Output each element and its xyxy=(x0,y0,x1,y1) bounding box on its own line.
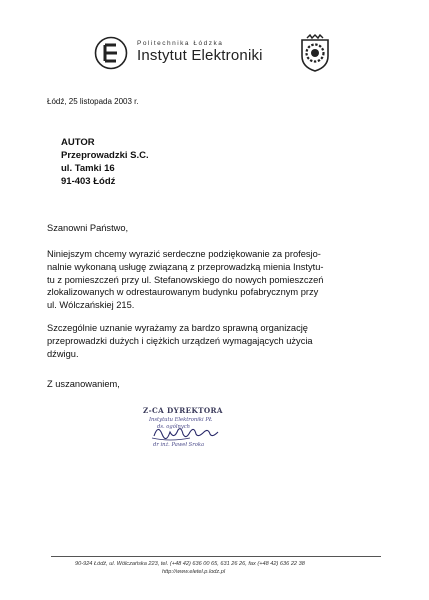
institute-name: Instytut Elektroniki xyxy=(137,47,263,64)
paragraph-2 xyxy=(47,322,407,360)
stamp-line: Instytutu Elektroniki PŁ xyxy=(149,417,213,423)
recipient-line: 91-403 Łódź xyxy=(61,176,116,187)
footer-address: 90-924 Łódź, ul. Wólczańska 223, tel. (+48 42) 636 00 65, 631 26 26, fax (+48 42) 636 22 38 xyxy=(75,561,305,567)
paragraph-line: Szczególnie uznanie wyrażamy za bardzo sprawną organizację xyxy=(47,323,308,333)
paragraph-line: tu z pomieszczeń przy ul. Stefanowskiego do nowych pomieszczeń xyxy=(47,274,324,285)
recipient-line: Przeprowadzki S.C. xyxy=(61,150,149,161)
recipient-line: ul. Tamki 16 xyxy=(61,163,115,174)
paragraph-line: przeprowadzki dużych i ciężkich urządzeń wymagających użycia xyxy=(47,335,313,346)
stamp-title: Z-CA DYREKTORA xyxy=(143,406,223,415)
paragraph-1 xyxy=(47,248,407,312)
institute-logo-icon xyxy=(94,36,128,70)
paragraph-line: dźwigu. xyxy=(47,348,79,359)
closing: Z uszanowaniem, xyxy=(47,379,120,389)
stamp-line: dr inż. Paweł Sroka xyxy=(153,442,205,448)
paragraph-line: ul. Wólczańskiej 215. xyxy=(47,300,135,311)
university-crest-icon xyxy=(298,34,332,72)
footer-divider xyxy=(51,556,381,557)
university-name: Politechnika Łódzka xyxy=(137,40,224,47)
letter-date: Łódź, 25 listopada 2003 r. xyxy=(47,97,139,106)
stamp-line: ds. ogólnych xyxy=(157,424,191,430)
footer-website: http://www.eletel.p.lodz.pl xyxy=(162,569,226,575)
greeting: Szanowni Państwo, xyxy=(47,223,129,233)
paragraph-line: zlokalizowanych w odrestaurowanym budynku pofabrycznym przy xyxy=(47,287,319,298)
paragraph-line: nalnie wykonaną usługę związaną z przeprowadzką mienia Instytu- xyxy=(47,261,324,272)
signature xyxy=(150,420,230,444)
recipient-line: AUTOR xyxy=(61,137,95,148)
paragraph-line: Niniejszym chcemy wyrazić serdeczne podziękowanie za profesjo- xyxy=(47,249,321,259)
